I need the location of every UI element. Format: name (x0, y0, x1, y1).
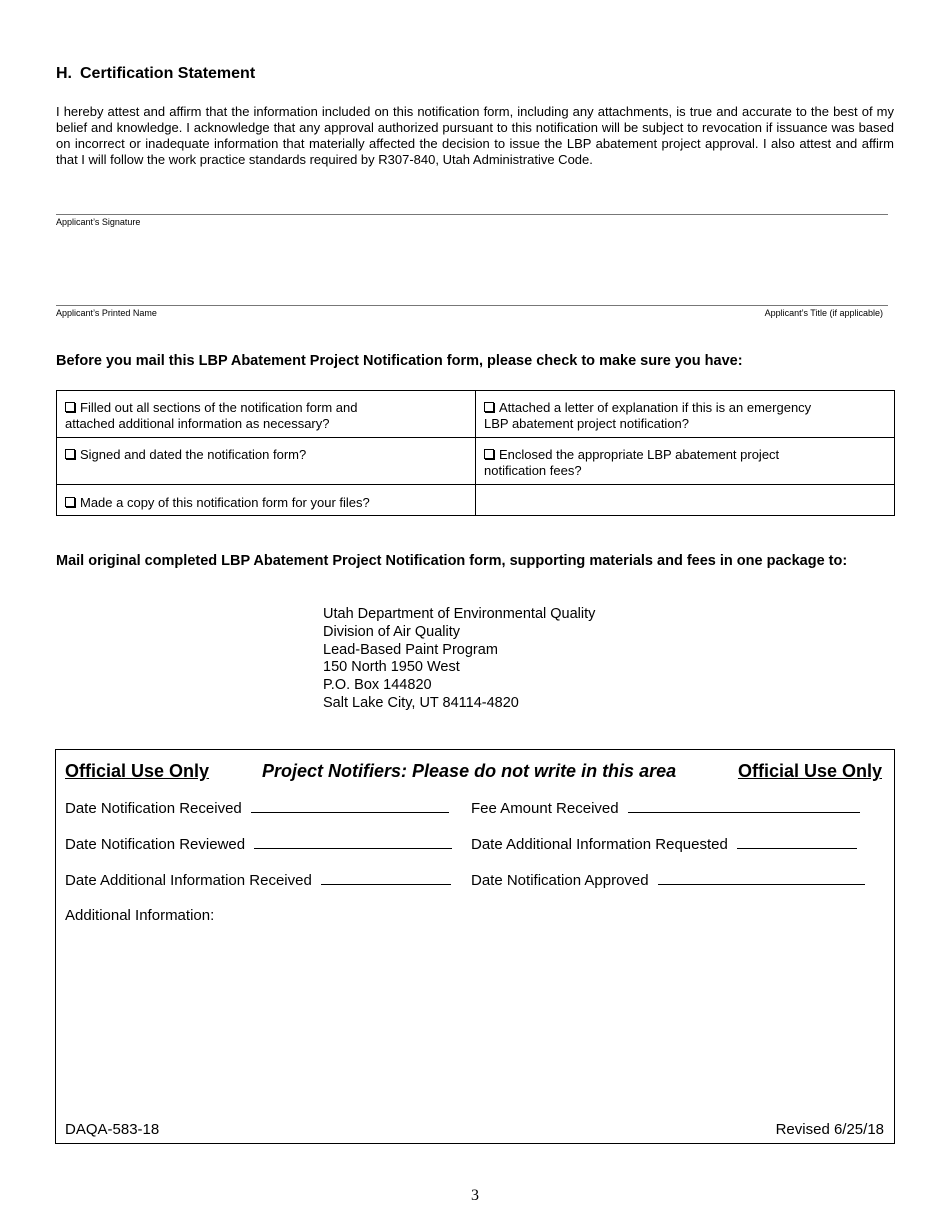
address-line: Lead-Based Paint Program (323, 641, 498, 658)
checklist-item-signed[interactable]: Signed and dated the notification form? (57, 438, 476, 485)
date-reviewed-blank[interactable] (254, 836, 452, 849)
address-line: Division of Air Quality (323, 623, 460, 640)
checklist-heading: Before you mail this LBP Abatement Project Notification form, please check to make sure you have: (56, 353, 743, 369)
date-approved-field: Date Notification Approved (471, 872, 865, 889)
title-label: Applicant’s Title (if applicable) (764, 308, 883, 318)
checkbox-icon[interactable] (65, 402, 75, 412)
printed-name-line[interactable] (56, 305, 888, 306)
official-use-label-left: Official Use Only (65, 761, 210, 781)
checklist-item-filled-out[interactable]: Filled out all sections of the notification form and attached additional information as necessary? (57, 391, 476, 438)
date-approved-blank[interactable] (658, 872, 865, 885)
checkbox-icon[interactable] (484, 402, 494, 412)
date-received-field: Date Notification Received (65, 800, 449, 817)
section-letter: H. (56, 65, 72, 82)
page-number: 3 (471, 1187, 479, 1204)
checklist-item-copy[interactable]: Made a copy of this notification form for your files? (57, 485, 476, 516)
checklist-row (57, 438, 895, 485)
checklist-row (57, 485, 895, 516)
checklist-row (57, 391, 895, 438)
checkbox-icon[interactable] (65, 449, 75, 459)
signature-line[interactable] (56, 214, 888, 215)
section-title: Certification Statement (80, 65, 256, 82)
section-heading (56, 65, 255, 83)
additional-info-label: Additional Information: (65, 907, 215, 924)
checkbox-icon[interactable] (65, 497, 75, 507)
official-use-header (56, 761, 894, 785)
checkbox-icon[interactable] (484, 449, 494, 459)
printed-name-label: Applicant’s Printed Name (56, 308, 157, 318)
official-use-label-right: Official Use Only (737, 761, 882, 781)
date-info-received-blank[interactable] (321, 872, 451, 885)
address-line: P.O. Box 144820 (323, 677, 432, 694)
mailing-heading: Mail original completed LBP Abatement Project Notification form, supporting materials and fees in one package to: (56, 553, 848, 569)
certification-statement: I hereby attest and affirm that the information included on this notification form, including any attachments, is true and accurate to the best of my belief and knowledge. I acknowledge that any approval authorized pursuant to this notification will be subject to revocation if issuance was based on incorrect or inadequate information that materially affected the decision to issue the LBP abatement project approval. I also attest and affirm that I will follow the work practice standards required by R307-840, Utah Administrative Code. (56, 104, 894, 167)
checklist-item-emergency-letter[interactable]: Attached a letter of explanation if this is an emergency LBP abatement project notification? (476, 391, 895, 438)
date-info-requested-field: Date Additional Information Requested (471, 836, 857, 853)
date-received-blank[interactable] (251, 800, 449, 813)
date-info-received-field: Date Additional Information Received (65, 872, 451, 889)
fee-amount-field: Fee Amount Received (471, 800, 860, 817)
mailing-address (323, 606, 595, 713)
address-line: 150 North 1950 West (323, 659, 460, 676)
fee-amount-blank[interactable] (628, 800, 860, 813)
date-reviewed-field: Date Notification Reviewed (65, 836, 452, 853)
revised-date: Revised 6/25/18 (775, 1121, 884, 1138)
address-line: Salt Lake City, UT 84114-4820 (323, 694, 519, 711)
do-not-write-notice: Project Notifiers: Please do not write in this area (262, 761, 677, 781)
date-info-requested-blank[interactable] (737, 836, 857, 849)
checklist-table (56, 390, 895, 516)
official-use-box (55, 749, 895, 1144)
checklist-item-fees[interactable]: Enclosed the appropriate LBP abatement project notification fees? (476, 438, 895, 485)
checklist-empty-cell (476, 485, 895, 516)
address-line: Utah Department of Environmental Quality (323, 606, 596, 622)
signature-label: Applicant’s Signature (56, 217, 141, 227)
form-id: DAQA-583-18 (65, 1121, 160, 1138)
